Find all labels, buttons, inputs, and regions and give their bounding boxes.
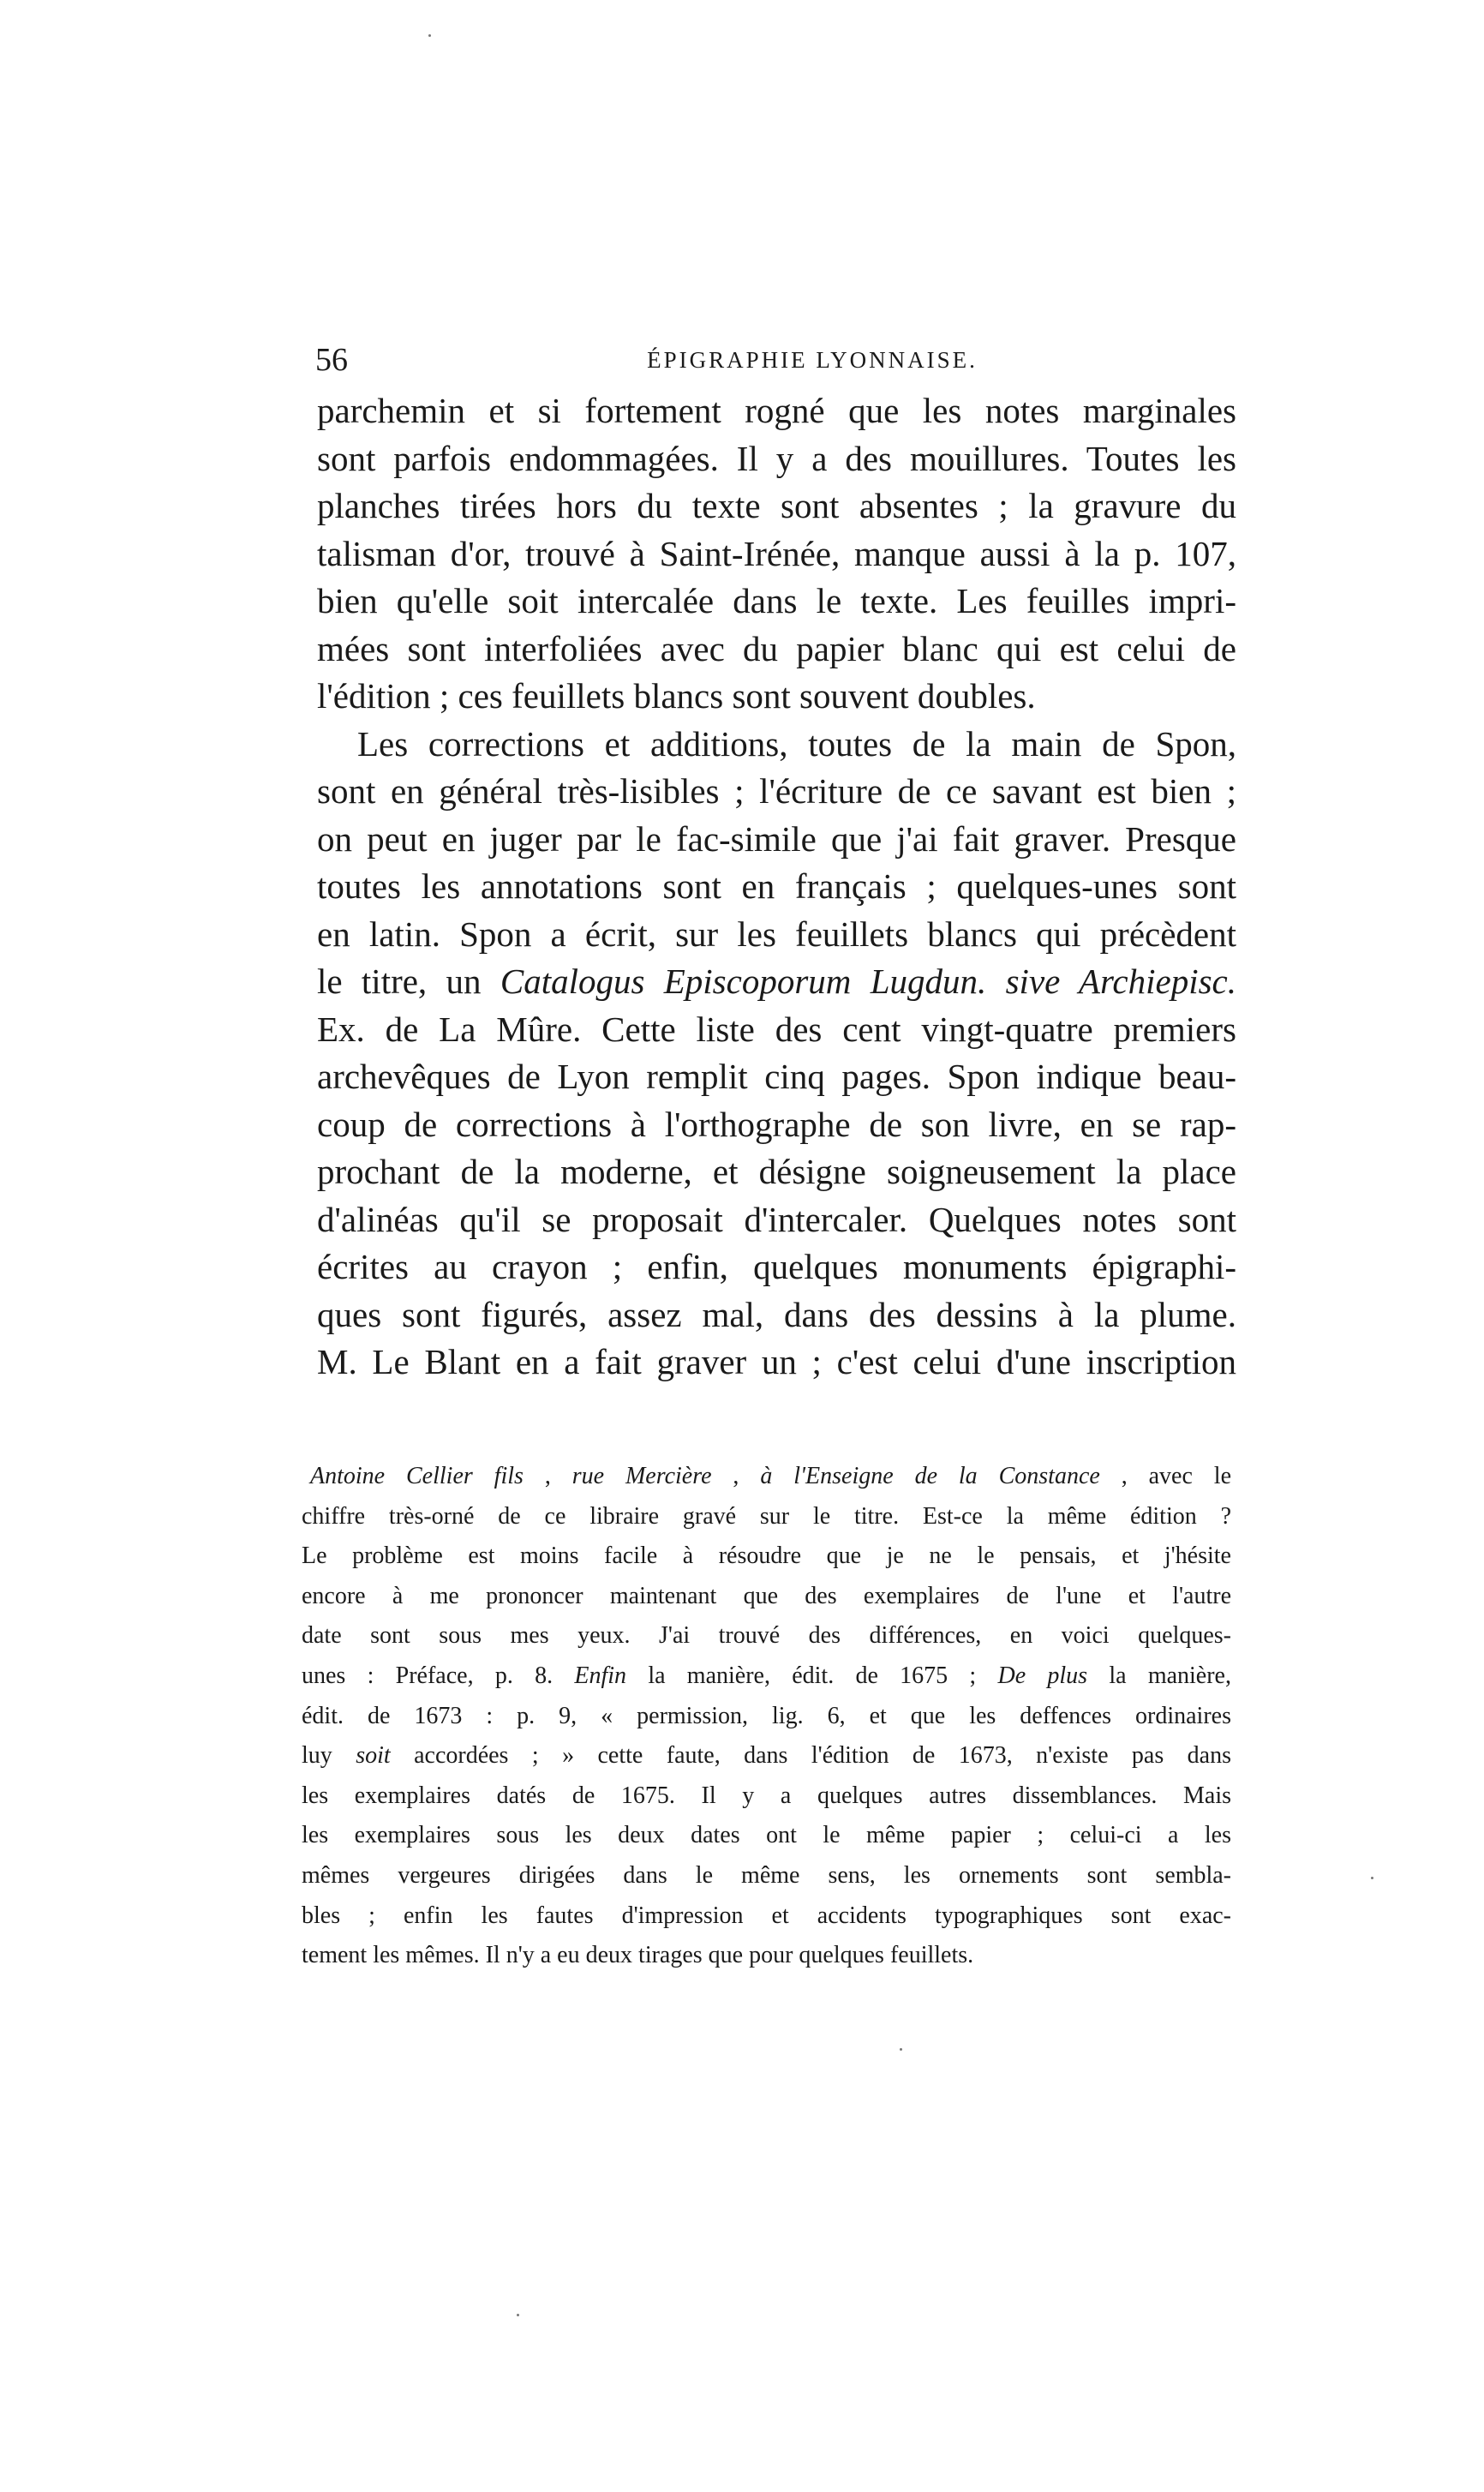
catalogue-title: Catalogus Episcoporum Lugdun. sive Archiepisc. [500,961,1236,1001]
text-segment: De plus [997,1662,1088,1689]
scan-speck [428,34,431,37]
text-segment: soit [356,1742,391,1770]
text-line: archevêques de Lyon remplit cinq pages. Spon indique beau- [317,1057,1236,1096]
text-line: mées sont interfoliées avec du papier blanc qui est celui de [317,628,1236,668]
footnote-line: date sont sous mes yeux. J'ai trouvé des différences, en voici quelques- [302,1622,1231,1650]
footnote-line [302,1656,1231,1697]
main-text [317,387,1236,1387]
page-header [315,338,1241,381]
footnote-line: Le problème est moins facile à résoudre que je ne le pensais, et j'hésite [302,1543,1231,1570]
running-title: ÉPIGRAPHIE LYONNAISE. [647,347,978,373]
text-line: planches tirées hors du texte sont absentes ; la gravure du [317,486,1236,525]
text-line: d'alinéas qu'il se proposait d'intercaler. Quelques notes sont [317,1199,1236,1239]
footnote-line: chiffre très-orné de ce libraire gravé sur le titre. Est-ce la même édition ? [302,1502,1231,1530]
text-line: Ex. de La Mûre. Cette liste des cent vingt-quatre premiers [317,1009,1236,1049]
text-line: bien qu'elle soit intercalée dans le texte. Les feuilles impri- [317,581,1236,620]
scan-speck [1371,1877,1373,1879]
text-line: Les corrections et additions, toutes de la main de Spon, [357,723,1236,764]
footnote-line: encore à me prononcer maintenant que des exemplaires de l'une et l'autre [302,1582,1231,1609]
text-segment: Enfin [574,1662,627,1689]
text-segment: , [523,1463,572,1489]
text-segment: le titre, un [317,961,500,1001]
text-line: en latin. Spon a écrit, sur les feuillets blancs qui précèdent [317,914,1236,954]
footnote-line: les exemplaires sous les deux dates ont le même papier ; celui-ci a les [302,1822,1231,1849]
scan-speck [517,2314,519,2316]
text-line: prochant de la moderne, et désigne soigneusement la place [317,1152,1236,1191]
text-segment: la manière, édit. de 1675 ; [626,1662,998,1689]
text-segment: rue Mercière [571,1463,712,1489]
paragraph-1 [317,387,1236,721]
text-segment: , [711,1463,761,1489]
page-number: 56 [315,342,348,378]
text-segment: , avec le [1099,1463,1232,1489]
text-line: ques sont figurés, assez mal, dans des dessins à la plume. [317,1294,1236,1334]
text-segment: Antoine Cellier fils [310,1463,524,1489]
scan-speck [900,2048,902,2051]
text-segment: la manière, [1087,1662,1231,1689]
text-line: talisman d'or, trouvé à Saint-Irénée, manque aussi à la p. 107, [317,533,1236,573]
footnote-line: mêmes vergeures dirigées dans le même sens, les ornements sont sembla- [302,1861,1231,1889]
text-segment: luy [302,1742,356,1770]
text-line [317,958,1236,1006]
text-line: M. Le Blant en a fait graver un ; c'est celui d'une inscription [317,1342,1236,1381]
text-line: coup de corrections à l'orthographe de son livre, en se rap- [317,1104,1236,1144]
footnote [302,1457,1231,1976]
footnote-line: les exemplaires datés de 1675. Il y a quelques autres dissemblances. Mais [302,1782,1231,1809]
text-line: l'édition ; ces feuillets blancs sont souvent doubles. [317,676,1036,716]
paragraph-2 [317,721,1236,1387]
footnote-line [302,1736,1231,1776]
text-segment: accordées ; » cette faute, dans l'édition de 1673, n'existe pas dans [390,1742,1231,1770]
text-line: on peut en juger par le fac-simile que j'ai fait graver. Presque [317,818,1236,859]
footnote-line: tement les mêmes. Il n'y a eu deux tirages que pour quelques feuillets. [302,1942,974,1969]
text-segment: à l'Enseigne de la Constance [760,1463,1100,1489]
text-line: écrites au crayon ; enfin, quelques monuments épigraphi- [317,1247,1236,1286]
text-line: sont en général très-lisibles ; l'écriture de ce savant est bien ; [317,771,1236,811]
text-line: sont parfois endommagées. Il y a des mouillures. Toutes les [317,438,1236,478]
text-line: parchemin et si fortement rogné que les notes marginales [317,391,1236,430]
footnote-line: bles ; enfin les fautes d'impression et accidents typographiques sont exac- [302,1902,1231,1929]
footnote-line [302,1457,1231,1497]
text-line: toutes les annotations sont en français ; quelques-unes sont [317,866,1236,906]
footnote-line: édit. de 1673 : p. 9, « permission, lig. 6, et que les deffences ordinaires [302,1702,1231,1729]
text-segment: unes : Préface, p. 8. [302,1662,575,1689]
